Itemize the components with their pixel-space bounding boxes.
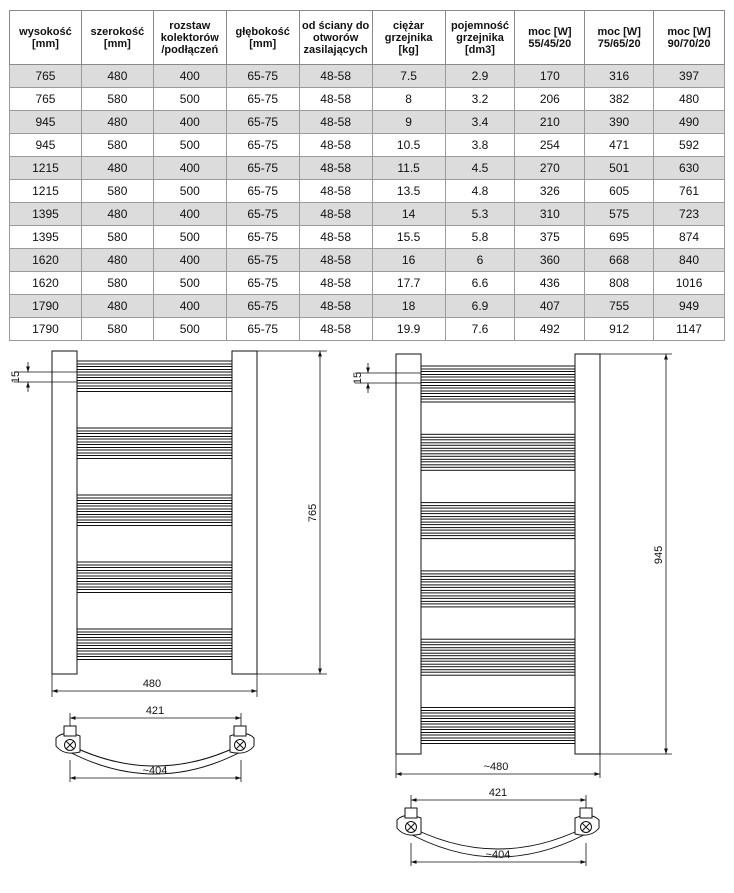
table-cell: 3.2 (445, 88, 515, 111)
heating-bar (421, 645, 575, 648)
table-cell: 48-58 (299, 318, 372, 341)
table-cell: 48-58 (299, 295, 372, 318)
table-cell: 436 (515, 272, 585, 295)
table-cell: 400 (153, 203, 226, 226)
column-header: moc [W] 55/45/20 (515, 11, 585, 65)
table-cell: 400 (153, 157, 226, 180)
column-header: wysokość [mm] (10, 11, 82, 65)
table-cell: 65-75 (226, 88, 299, 111)
table-cell: 1395 (10, 203, 82, 226)
table-cell: 761 (654, 180, 725, 203)
heating-bar (421, 399, 575, 402)
table-cell: 630 (654, 157, 725, 180)
heating-bar (421, 467, 575, 470)
table-cell: 808 (585, 272, 654, 295)
heating-bar (77, 495, 232, 498)
heating-bar (77, 590, 232, 593)
table-cell: 500 (153, 272, 226, 295)
heating-bar (421, 667, 575, 670)
table-cell: 17.7 (372, 272, 445, 295)
heating-bar (421, 462, 575, 465)
table-cell: 580 (81, 180, 153, 203)
heating-bar (421, 593, 575, 596)
heating-bar (77, 629, 232, 632)
column-header: moc [W] 75/65/20 (585, 11, 654, 65)
table-cell: 48-58 (299, 249, 372, 272)
table-cell: 765 (10, 88, 82, 111)
left-collector (396, 354, 421, 754)
heating-bar (421, 576, 575, 579)
table-cell: 723 (654, 203, 725, 226)
heating-bar (77, 579, 232, 582)
table-cell: 48-58 (299, 88, 372, 111)
table-cell: 500 (153, 88, 226, 111)
dim-label-height-945: 945 (653, 545, 665, 565)
table-cell: 490 (654, 111, 725, 134)
table-cell: 471 (585, 134, 654, 157)
table-cell: 668 (585, 249, 654, 272)
table-cell: 16 (372, 249, 445, 272)
heating-bar (77, 517, 232, 520)
heating-bar (421, 372, 575, 375)
heating-bar (421, 582, 575, 585)
table-cell: 400 (153, 65, 226, 88)
radiator-front-view-765 (52, 351, 257, 674)
heating-bar (421, 536, 575, 539)
table-cell: 48-58 (299, 180, 372, 203)
table-cell: 390 (585, 111, 654, 134)
heating-bar (77, 450, 232, 453)
table-cell: 580 (81, 318, 153, 341)
heating-bar (77, 512, 232, 515)
table-cell: 500 (153, 134, 226, 157)
table-cell: 480 (81, 65, 153, 88)
table-cell: 65-75 (226, 134, 299, 157)
table-cell: 400 (153, 111, 226, 134)
table-cell: 501 (585, 157, 654, 180)
table-cell: 1215 (10, 180, 82, 203)
table-cell: 949 (654, 295, 725, 318)
heating-bar (421, 656, 575, 659)
heating-bar (421, 587, 575, 590)
dimensions-765 (14, 351, 327, 782)
heating-bar (77, 573, 232, 576)
table-cell: 480 (81, 157, 153, 180)
table-cell: 7.6 (445, 318, 515, 341)
heating-bar (421, 672, 575, 675)
table-cell: 65-75 (226, 226, 299, 249)
table-cell: 6 (445, 249, 515, 272)
column-header: moc [W] 90/70/20 (654, 11, 725, 65)
heating-bar (421, 741, 575, 744)
heating-bar (77, 367, 232, 370)
heating-bar (421, 735, 575, 738)
table-cell: 500 (153, 318, 226, 341)
table-cell: 480 (654, 88, 725, 111)
heating-bar (77, 445, 232, 448)
table-cell: 912 (585, 318, 654, 341)
table-cell: 592 (654, 134, 725, 157)
table-cell: 2.9 (445, 65, 515, 88)
heating-bar (421, 650, 575, 653)
heating-bar (421, 394, 575, 397)
table-cell: 480 (81, 249, 153, 272)
table-cell: 765 (10, 65, 82, 88)
heating-bar (421, 388, 575, 391)
table-cell: 65-75 (226, 180, 299, 203)
heating-bar (77, 568, 232, 571)
table-cell: 65-75 (226, 318, 299, 341)
table-cell: 3.8 (445, 134, 515, 157)
table-cell: 19.9 (372, 318, 445, 341)
heating-bars (77, 361, 232, 660)
left-collector (52, 351, 77, 674)
table-cell: 9 (372, 111, 445, 134)
table-cell: 4.8 (445, 180, 515, 203)
table-cell: 605 (585, 180, 654, 203)
table-cell: 480 (81, 295, 153, 318)
heating-bar (421, 530, 575, 533)
heating-bars (421, 366, 575, 744)
heating-bar (77, 434, 232, 437)
heating-bar (421, 434, 575, 437)
right-collector (575, 354, 600, 754)
table-cell: 695 (585, 226, 654, 249)
heating-bar (421, 514, 575, 517)
table-cell: 1620 (10, 272, 82, 295)
dim-label-width-765: 480 (142, 678, 162, 690)
table-cell: 65-75 (226, 249, 299, 272)
table-cell: 14 (372, 203, 445, 226)
dim-label-offset-945: 15 (352, 371, 364, 385)
table-cell: 65-75 (226, 65, 299, 88)
column-header: szerokość [mm] (81, 11, 153, 65)
table-cell: 48-58 (299, 226, 372, 249)
table-cell: 492 (515, 318, 585, 341)
right-collector (232, 351, 257, 674)
table-cell: 15.5 (372, 226, 445, 249)
table-cell: 1790 (10, 295, 82, 318)
table-cell: 580 (81, 134, 153, 157)
heating-bar (421, 440, 575, 443)
table-cell: 400 (153, 295, 226, 318)
table-cell: 65-75 (226, 111, 299, 134)
table-cell: 945 (10, 134, 82, 157)
table-cell: 580 (81, 88, 153, 111)
heating-bar (77, 383, 232, 386)
heating-bar (77, 456, 232, 459)
heating-bar (77, 646, 232, 649)
table-cell: 7.5 (372, 65, 445, 88)
heating-bar (77, 361, 232, 364)
radiator-front-view-945 (396, 354, 600, 754)
table-cell: 360 (515, 249, 585, 272)
table-cell: 48-58 (299, 203, 372, 226)
table-cell: 326 (515, 180, 585, 203)
table-cell: 1395 (10, 226, 82, 249)
table-cell: 945 (10, 111, 82, 134)
table-cell: 580 (81, 226, 153, 249)
heating-bar (77, 428, 232, 431)
table-cell: 1215 (10, 157, 82, 180)
dim-label-depth-765: ~404 (142, 765, 168, 777)
dim-label-width-945: ~480 (483, 761, 509, 773)
table-cell: 65-75 (226, 272, 299, 295)
heating-bar (77, 640, 232, 643)
heating-bar (77, 372, 232, 375)
table-cell: 65-75 (226, 203, 299, 226)
table-cell: 1147 (654, 318, 725, 341)
table-cell: 65-75 (226, 157, 299, 180)
table-cell: 1790 (10, 318, 82, 341)
table-cell: 48-58 (299, 272, 372, 295)
table-cell: 874 (654, 226, 725, 249)
table-cell: 310 (515, 203, 585, 226)
table-cell: 575 (585, 203, 654, 226)
dim-label-depth-945: ~404 (485, 849, 511, 861)
table-cell: 480 (81, 111, 153, 134)
dim-label-height-765: 765 (307, 503, 319, 523)
table-cell: 397 (654, 65, 725, 88)
heating-bar (421, 598, 575, 601)
heating-bar (77, 584, 232, 587)
table-cell: 6.6 (445, 272, 515, 295)
heating-bar (421, 719, 575, 722)
table-cell: 6.9 (445, 295, 515, 318)
table-cell: 1620 (10, 249, 82, 272)
column-header: pojemność grzejnika [dm3] (445, 11, 515, 65)
heating-bar (421, 661, 575, 664)
heating-bar (421, 519, 575, 522)
table-cell: 500 (153, 180, 226, 203)
heating-bar (421, 708, 575, 711)
table-cell: 382 (585, 88, 654, 111)
table-cell: 254 (515, 134, 585, 157)
heating-bar (421, 639, 575, 642)
heating-bar (421, 456, 575, 459)
table-cell: 10.5 (372, 134, 445, 157)
heating-bar (77, 378, 232, 381)
heating-bar (77, 562, 232, 565)
column-header: głębokość [mm] (226, 11, 299, 65)
heating-bar (421, 383, 575, 386)
table-cell: 5.3 (445, 203, 515, 226)
dim-label-spacing-765: 421 (145, 705, 165, 717)
table-cell: 375 (515, 226, 585, 249)
heating-bar (421, 445, 575, 448)
table-cell: 48-58 (299, 134, 372, 157)
table-cell: 18 (372, 295, 445, 318)
table-cell: 8 (372, 88, 445, 111)
table-cell: 480 (81, 203, 153, 226)
heating-bar (77, 657, 232, 660)
heating-bar (421, 451, 575, 454)
column-header: od ściany do otworów zasilających (299, 11, 372, 65)
table-cell: 170 (515, 65, 585, 88)
table-cell: 48-58 (299, 111, 372, 134)
table-cell: 400 (153, 249, 226, 272)
table-cell: 11.5 (372, 157, 445, 180)
heating-bar (421, 571, 575, 574)
heating-bar (421, 508, 575, 511)
heating-bar (421, 377, 575, 380)
heating-bar (421, 730, 575, 733)
table-cell: 316 (585, 65, 654, 88)
table-cell: 407 (515, 295, 585, 318)
dim-label-spacing-945: 421 (488, 787, 508, 799)
dim-label-offset-765: 15 (10, 370, 22, 384)
column-header: ciężar grzejnika [kg] (372, 11, 445, 65)
table-cell: 3.4 (445, 111, 515, 134)
heating-bar (77, 523, 232, 526)
heating-bar (77, 506, 232, 509)
table-cell: 210 (515, 111, 585, 134)
heating-bar (77, 389, 232, 392)
table-cell: 500 (153, 226, 226, 249)
column-header: rozstaw kolektorów /podłączeń (153, 11, 226, 65)
heating-bar (421, 604, 575, 607)
table-cell: 13.5 (372, 180, 445, 203)
table-cell: 580 (81, 272, 153, 295)
table-cell: 5.8 (445, 226, 515, 249)
heating-bar (421, 525, 575, 528)
heating-bar (77, 439, 232, 442)
table-cell: 755 (585, 295, 654, 318)
heating-bar (421, 366, 575, 369)
heating-bar (77, 651, 232, 654)
table-cell: 48-58 (299, 65, 372, 88)
table-cell: 270 (515, 157, 585, 180)
heating-bar (77, 501, 232, 504)
table-cell: 65-75 (226, 295, 299, 318)
table-cell: 206 (515, 88, 585, 111)
heating-bar (421, 713, 575, 716)
heating-bar (421, 503, 575, 506)
heating-bar (421, 724, 575, 727)
dimensions-945 (355, 354, 672, 866)
table-cell: 4.5 (445, 157, 515, 180)
heating-bar (77, 635, 232, 638)
table-cell: 840 (654, 249, 725, 272)
table-cell: 48-58 (299, 157, 372, 180)
table-cell: 1016 (654, 272, 725, 295)
